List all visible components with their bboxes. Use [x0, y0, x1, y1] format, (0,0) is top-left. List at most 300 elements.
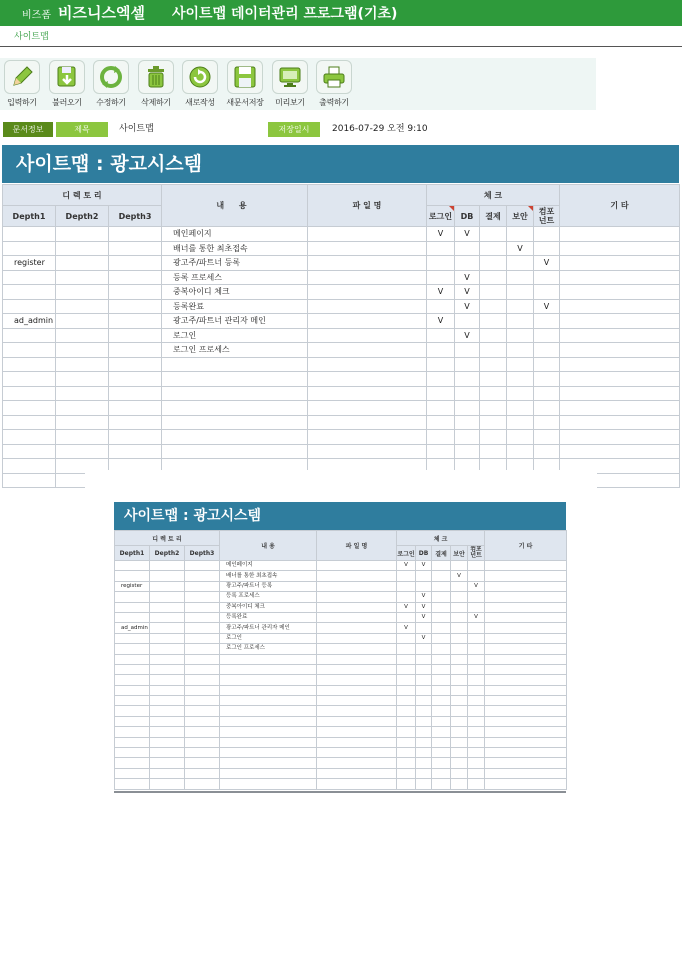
pv-cell-depth1[interactable]	[115, 768, 150, 778]
pv-cell-login[interactable]	[397, 758, 416, 768]
pv-cell-login[interactable]	[397, 696, 416, 706]
pv-cell-login[interactable]: V	[397, 623, 416, 633]
pv-cell-depth2[interactable]	[150, 727, 185, 737]
pv-cell-depth3[interactable]	[185, 602, 220, 612]
cell-depth1[interactable]	[3, 357, 56, 372]
pv-cell-db[interactable]	[416, 623, 432, 633]
cell-depth1[interactable]	[3, 227, 56, 242]
pv-cell-component[interactable]	[468, 633, 485, 643]
pv-cell-payment[interactable]	[432, 716, 451, 726]
cell-payment[interactable]	[480, 314, 507, 329]
cell-content[interactable]	[162, 430, 308, 445]
pv-cell-db[interactable]: V	[416, 633, 432, 643]
pv-cell-depth2[interactable]	[150, 664, 185, 674]
cell-filename[interactable]	[308, 444, 427, 459]
cell-login[interactable]	[427, 444, 455, 459]
cell-payment[interactable]	[480, 430, 507, 445]
pv-cell-security[interactable]	[451, 768, 468, 778]
cell-component[interactable]	[534, 227, 560, 242]
pv-cell-component[interactable]	[468, 561, 485, 571]
cell-payment[interactable]	[480, 299, 507, 314]
pv-cell-depth3[interactable]	[185, 654, 220, 664]
cell-security[interactable]	[507, 285, 534, 300]
cell-depth2[interactable]	[56, 241, 109, 256]
cell-etc[interactable]	[560, 415, 680, 430]
pv-cell-filename[interactable]	[317, 706, 397, 716]
cell-login[interactable]: V	[427, 285, 455, 300]
cell-component[interactable]: V	[534, 299, 560, 314]
pv-cell-login[interactable]	[397, 706, 416, 716]
pv-cell-depth3[interactable]	[185, 581, 220, 591]
cell-component[interactable]	[534, 401, 560, 416]
cell-login[interactable]: V	[427, 227, 455, 242]
pv-cell-login[interactable]	[397, 592, 416, 602]
pv-cell-depth2[interactable]	[150, 644, 185, 654]
cell-filename[interactable]	[308, 430, 427, 445]
cell-db[interactable]: V	[455, 227, 480, 242]
cell-etc[interactable]	[560, 299, 680, 314]
pv-cell-security[interactable]	[451, 706, 468, 716]
pv-cell-component[interactable]	[468, 768, 485, 778]
cell-payment[interactable]	[480, 357, 507, 372]
pv-cell-depth3[interactable]	[185, 623, 220, 633]
pv-cell-depth2[interactable]	[150, 758, 185, 768]
cell-db[interactable]	[455, 256, 480, 271]
pv-cell-security[interactable]	[451, 685, 468, 695]
pv-cell-depth1[interactable]	[115, 612, 150, 622]
cell-depth2[interactable]	[56, 343, 109, 358]
cell-depth1[interactable]	[3, 299, 56, 314]
pv-cell-db[interactable]	[416, 675, 432, 685]
cell-depth1[interactable]	[3, 459, 56, 474]
pv-cell-security[interactable]	[451, 633, 468, 643]
pv-cell-security[interactable]	[451, 675, 468, 685]
cell-payment[interactable]	[480, 285, 507, 300]
pv-cell-etc[interactable]	[485, 758, 567, 768]
pv-cell-filename[interactable]	[317, 748, 397, 758]
cell-etc[interactable]	[560, 444, 680, 459]
pv-cell-etc[interactable]	[485, 664, 567, 674]
cell-depth3[interactable]	[109, 256, 162, 271]
cell-etc[interactable]	[560, 270, 680, 285]
pv-cell-login[interactable]	[397, 685, 416, 695]
cell-filename[interactable]	[308, 372, 427, 387]
pv-cell-content[interactable]: 로그인	[220, 633, 317, 643]
pv-cell-filename[interactable]	[317, 644, 397, 654]
pv-cell-component[interactable]	[468, 696, 485, 706]
cell-component[interactable]	[534, 241, 560, 256]
pv-cell-payment[interactable]	[432, 581, 451, 591]
pv-cell-security[interactable]	[451, 612, 468, 622]
pv-cell-filename[interactable]	[317, 633, 397, 643]
cell-db[interactable]	[455, 357, 480, 372]
pv-cell-content[interactable]	[220, 675, 317, 685]
pv-cell-depth2[interactable]	[150, 706, 185, 716]
pv-cell-component[interactable]	[468, 727, 485, 737]
pv-cell-component[interactable]	[468, 716, 485, 726]
pv-cell-depth3[interactable]	[185, 592, 220, 602]
pv-cell-depth3[interactable]	[185, 675, 220, 685]
cell-login[interactable]	[427, 328, 455, 343]
pv-cell-payment[interactable]	[432, 675, 451, 685]
cell-depth2[interactable]	[56, 328, 109, 343]
cell-depth3[interactable]	[109, 227, 162, 242]
pv-cell-etc[interactable]	[485, 581, 567, 591]
pv-cell-depth2[interactable]	[150, 696, 185, 706]
pv-cell-depth2[interactable]	[150, 779, 185, 789]
pv-cell-depth3[interactable]	[185, 664, 220, 674]
pv-cell-login[interactable]	[397, 581, 416, 591]
cell-security[interactable]	[507, 299, 534, 314]
pv-cell-depth3[interactable]	[185, 696, 220, 706]
pv-cell-etc[interactable]	[485, 644, 567, 654]
pv-cell-depth1[interactable]	[115, 758, 150, 768]
cell-filename[interactable]	[308, 227, 427, 242]
pv-cell-depth2[interactable]	[150, 571, 185, 581]
cell-depth3[interactable]	[109, 314, 162, 329]
pv-cell-security[interactable]	[451, 727, 468, 737]
cell-content[interactable]: 광고주/파트너 관리자 메인	[162, 314, 308, 329]
pv-cell-security[interactable]	[451, 623, 468, 633]
cell-depth1[interactable]: ad_admin	[3, 314, 56, 329]
pv-cell-filename[interactable]	[317, 561, 397, 571]
cell-db[interactable]: V	[455, 270, 480, 285]
cell-login[interactable]	[427, 256, 455, 271]
cell-depth2[interactable]	[56, 299, 109, 314]
pv-cell-payment[interactable]	[432, 561, 451, 571]
pv-cell-component[interactable]	[468, 685, 485, 695]
cell-content[interactable]	[162, 357, 308, 372]
cell-security[interactable]	[507, 328, 534, 343]
pv-cell-db[interactable]: V	[416, 561, 432, 571]
pv-cell-security[interactable]	[451, 758, 468, 768]
cell-filename[interactable]	[308, 256, 427, 271]
pv-cell-payment[interactable]	[432, 623, 451, 633]
pv-cell-depth3[interactable]	[185, 633, 220, 643]
cell-depth2[interactable]	[56, 415, 109, 430]
pv-cell-component[interactable]	[468, 592, 485, 602]
cell-db[interactable]	[455, 372, 480, 387]
pv-cell-component[interactable]	[468, 654, 485, 664]
cell-db[interactable]	[455, 386, 480, 401]
cell-db[interactable]	[455, 401, 480, 416]
pv-cell-filename[interactable]	[317, 716, 397, 726]
pv-cell-component[interactable]	[468, 737, 485, 747]
pv-cell-filename[interactable]	[317, 571, 397, 581]
cell-security[interactable]	[507, 256, 534, 271]
cell-content[interactable]	[162, 372, 308, 387]
cell-etc[interactable]	[560, 256, 680, 271]
pv-cell-depth3[interactable]	[185, 706, 220, 716]
cell-security[interactable]: V	[507, 241, 534, 256]
pv-cell-etc[interactable]	[485, 623, 567, 633]
pv-cell-content[interactable]	[220, 716, 317, 726]
cell-depth2[interactable]	[56, 372, 109, 387]
pv-cell-content[interactable]	[220, 654, 317, 664]
pv-cell-depth1[interactable]	[115, 696, 150, 706]
cell-etc[interactable]	[560, 227, 680, 242]
pv-cell-etc[interactable]	[485, 654, 567, 664]
pv-cell-db[interactable]	[416, 779, 432, 789]
pv-cell-db[interactable]	[416, 685, 432, 695]
pv-cell-db[interactable]	[416, 748, 432, 758]
pv-cell-depth3[interactable]	[185, 716, 220, 726]
cell-filename[interactable]	[308, 357, 427, 372]
pv-cell-login[interactable]	[397, 779, 416, 789]
pv-cell-depth2[interactable]	[150, 612, 185, 622]
cell-filename[interactable]	[308, 415, 427, 430]
pv-cell-depth3[interactable]	[185, 685, 220, 695]
cell-depth3[interactable]	[109, 328, 162, 343]
cell-component[interactable]	[534, 430, 560, 445]
pv-cell-login[interactable]	[397, 654, 416, 664]
cell-content[interactable]: 로그인	[162, 328, 308, 343]
cell-security[interactable]	[507, 270, 534, 285]
pv-cell-depth3[interactable]	[185, 758, 220, 768]
pv-cell-etc[interactable]	[485, 602, 567, 612]
pv-cell-db[interactable]: V	[416, 612, 432, 622]
cell-etc[interactable]	[560, 357, 680, 372]
pv-cell-filename[interactable]	[317, 779, 397, 789]
pv-cell-login[interactable]	[397, 675, 416, 685]
pv-cell-depth1[interactable]	[115, 561, 150, 571]
cell-filename[interactable]	[308, 241, 427, 256]
cell-depth3[interactable]	[109, 372, 162, 387]
pv-cell-payment[interactable]	[432, 696, 451, 706]
cell-db[interactable]	[455, 343, 480, 358]
pv-cell-depth2[interactable]	[150, 675, 185, 685]
pv-cell-login[interactable]	[397, 644, 416, 654]
cell-component[interactable]	[534, 328, 560, 343]
cell-depth2[interactable]	[56, 357, 109, 372]
cell-component[interactable]	[534, 270, 560, 285]
tab-sitemap[interactable]: 사이트맵	[14, 32, 49, 42]
pv-cell-db[interactable]	[416, 654, 432, 664]
pv-cell-payment[interactable]	[432, 571, 451, 581]
pv-cell-login[interactable]	[397, 612, 416, 622]
cell-security[interactable]	[507, 430, 534, 445]
pv-cell-payment[interactable]	[432, 727, 451, 737]
pv-cell-db[interactable]	[416, 758, 432, 768]
pv-cell-security[interactable]	[451, 602, 468, 612]
pv-cell-depth2[interactable]	[150, 685, 185, 695]
cell-content[interactable]: 메인페이지	[162, 227, 308, 242]
cell-depth3[interactable]	[109, 270, 162, 285]
cell-content[interactable]: 등록완료	[162, 299, 308, 314]
cell-filename[interactable]	[308, 343, 427, 358]
pv-cell-content[interactable]	[220, 737, 317, 747]
pv-cell-payment[interactable]	[432, 592, 451, 602]
pv-cell-etc[interactable]	[485, 612, 567, 622]
cell-db[interactable]	[455, 241, 480, 256]
cell-filename[interactable]	[308, 314, 427, 329]
pv-cell-depth1[interactable]	[115, 592, 150, 602]
cell-depth1[interactable]	[3, 430, 56, 445]
pv-cell-payment[interactable]	[432, 768, 451, 778]
pv-cell-depth3[interactable]	[185, 644, 220, 654]
cell-db[interactable]	[455, 314, 480, 329]
cell-security[interactable]	[507, 415, 534, 430]
cell-security[interactable]	[507, 401, 534, 416]
pv-cell-depth2[interactable]	[150, 581, 185, 591]
pv-cell-db[interactable]: V	[416, 602, 432, 612]
pv-cell-depth2[interactable]	[150, 633, 185, 643]
pv-cell-db[interactable]	[416, 581, 432, 591]
cell-depth1[interactable]	[3, 270, 56, 285]
pv-cell-depth2[interactable]	[150, 654, 185, 664]
pv-cell-depth1[interactable]	[115, 654, 150, 664]
cell-depth2[interactable]	[56, 430, 109, 445]
pv-cell-component[interactable]	[468, 706, 485, 716]
pv-cell-etc[interactable]	[485, 737, 567, 747]
pv-cell-content[interactable]: 중복아이디 체크	[220, 602, 317, 612]
cell-etc[interactable]	[560, 343, 680, 358]
pv-cell-component[interactable]	[468, 748, 485, 758]
cell-depth3[interactable]	[109, 415, 162, 430]
pv-cell-content[interactable]	[220, 748, 317, 758]
pv-cell-etc[interactable]	[485, 727, 567, 737]
pv-cell-payment[interactable]	[432, 685, 451, 695]
pv-cell-content[interactable]	[220, 779, 317, 789]
pv-cell-filename[interactable]	[317, 664, 397, 674]
pv-cell-login[interactable]: V	[397, 602, 416, 612]
cell-login[interactable]	[427, 430, 455, 445]
pv-cell-depth1[interactable]	[115, 571, 150, 581]
pv-cell-security[interactable]: V	[451, 571, 468, 581]
pv-cell-security[interactable]	[451, 737, 468, 747]
cell-etc[interactable]	[560, 241, 680, 256]
cell-depth2[interactable]	[56, 227, 109, 242]
pv-cell-security[interactable]	[451, 654, 468, 664]
pv-cell-payment[interactable]	[432, 654, 451, 664]
cell-filename[interactable]	[308, 386, 427, 401]
pv-cell-component[interactable]	[468, 571, 485, 581]
cell-filename[interactable]	[308, 270, 427, 285]
cell-payment[interactable]	[480, 401, 507, 416]
cell-content[interactable]	[162, 444, 308, 459]
cell-depth2[interactable]	[56, 256, 109, 271]
pv-cell-component[interactable]	[468, 779, 485, 789]
cell-depth1[interactable]	[3, 328, 56, 343]
cell-depth3[interactable]	[109, 299, 162, 314]
cell-security[interactable]	[507, 357, 534, 372]
pv-cell-login[interactable]	[397, 727, 416, 737]
pv-cell-login[interactable]	[397, 768, 416, 778]
pv-cell-content[interactable]: 메인페이지	[220, 561, 317, 571]
print-button[interactable]	[312, 60, 356, 108]
pv-cell-filename[interactable]	[317, 602, 397, 612]
pv-cell-depth1[interactable]: register	[115, 581, 150, 591]
pv-cell-payment[interactable]	[432, 737, 451, 747]
pv-cell-etc[interactable]	[485, 633, 567, 643]
pv-cell-payment[interactable]	[432, 779, 451, 789]
pv-cell-db[interactable]	[416, 644, 432, 654]
pv-cell-content[interactable]: 등록완료	[220, 612, 317, 622]
cell-depth1[interactable]	[3, 473, 56, 488]
cell-login[interactable]	[427, 401, 455, 416]
cell-component[interactable]	[534, 343, 560, 358]
cell-filename[interactable]	[308, 401, 427, 416]
pv-cell-security[interactable]	[451, 561, 468, 571]
pv-cell-etc[interactable]	[485, 571, 567, 581]
cell-depth1[interactable]	[3, 401, 56, 416]
pv-cell-content[interactable]: 로그인 프로세스	[220, 644, 317, 654]
pv-cell-content[interactable]: 등록 프로세스	[220, 592, 317, 602]
cell-content[interactable]: 로그인 프로세스	[162, 343, 308, 358]
pv-cell-depth1[interactable]	[115, 737, 150, 747]
pv-cell-depth1[interactable]: ad_admin	[115, 623, 150, 633]
cell-db[interactable]: V	[455, 299, 480, 314]
pv-cell-depth2[interactable]	[150, 768, 185, 778]
cell-payment[interactable]	[480, 227, 507, 242]
pv-cell-db[interactable]	[416, 706, 432, 716]
cell-filename[interactable]	[308, 328, 427, 343]
cell-content[interactable]: 등록 프로세스	[162, 270, 308, 285]
cell-depth2[interactable]	[56, 444, 109, 459]
pv-cell-etc[interactable]	[485, 592, 567, 602]
cell-content[interactable]	[162, 415, 308, 430]
cell-depth1[interactable]	[3, 372, 56, 387]
cell-depth3[interactable]	[109, 386, 162, 401]
pv-cell-db[interactable]	[416, 737, 432, 747]
cell-security[interactable]	[507, 343, 534, 358]
pv-cell-payment[interactable]	[432, 612, 451, 622]
pv-cell-payment[interactable]	[432, 664, 451, 674]
cell-etc[interactable]	[560, 430, 680, 445]
pv-cell-component[interactable]: V	[468, 612, 485, 622]
pv-cell-db[interactable]: V	[416, 592, 432, 602]
pv-cell-filename[interactable]	[317, 696, 397, 706]
pv-cell-db[interactable]	[416, 716, 432, 726]
pv-cell-content[interactable]: 광고주/파트너 등록	[220, 581, 317, 591]
pv-cell-depth3[interactable]	[185, 748, 220, 758]
pv-cell-security[interactable]	[451, 748, 468, 758]
cell-content[interactable]	[162, 386, 308, 401]
cell-depth1[interactable]	[3, 343, 56, 358]
pv-cell-content[interactable]	[220, 696, 317, 706]
cell-db[interactable]	[455, 430, 480, 445]
cell-component[interactable]	[534, 386, 560, 401]
pv-cell-content[interactable]	[220, 664, 317, 674]
cell-login[interactable]: V	[427, 314, 455, 329]
pv-cell-component[interactable]	[468, 675, 485, 685]
cell-filename[interactable]	[308, 299, 427, 314]
cell-depth3[interactable]	[109, 430, 162, 445]
cell-depth3[interactable]	[109, 285, 162, 300]
pv-cell-depth3[interactable]	[185, 768, 220, 778]
pv-cell-content[interactable]: 광고주/파트너 관리자 메인	[220, 623, 317, 633]
cell-depth1[interactable]	[3, 415, 56, 430]
cell-db[interactable]: V	[455, 285, 480, 300]
cell-content[interactable]: 배너를 통한 최초접속	[162, 241, 308, 256]
pv-cell-depth1[interactable]	[115, 602, 150, 612]
pv-cell-depth1[interactable]	[115, 716, 150, 726]
pv-cell-component[interactable]	[468, 623, 485, 633]
pv-cell-component[interactable]	[468, 664, 485, 674]
pv-cell-content[interactable]: 배너를 통한 최초접속	[220, 571, 317, 581]
cell-depth3[interactable]	[109, 343, 162, 358]
cell-payment[interactable]	[480, 328, 507, 343]
pv-cell-etc[interactable]	[485, 768, 567, 778]
pv-cell-login[interactable]	[397, 748, 416, 758]
cell-depth1[interactable]	[3, 444, 56, 459]
cell-etc[interactable]	[560, 401, 680, 416]
cell-security[interactable]	[507, 444, 534, 459]
pv-cell-depth1[interactable]	[115, 779, 150, 789]
pv-cell-depth2[interactable]	[150, 748, 185, 758]
pv-cell-content[interactable]	[220, 706, 317, 716]
pv-cell-depth2[interactable]	[150, 737, 185, 747]
